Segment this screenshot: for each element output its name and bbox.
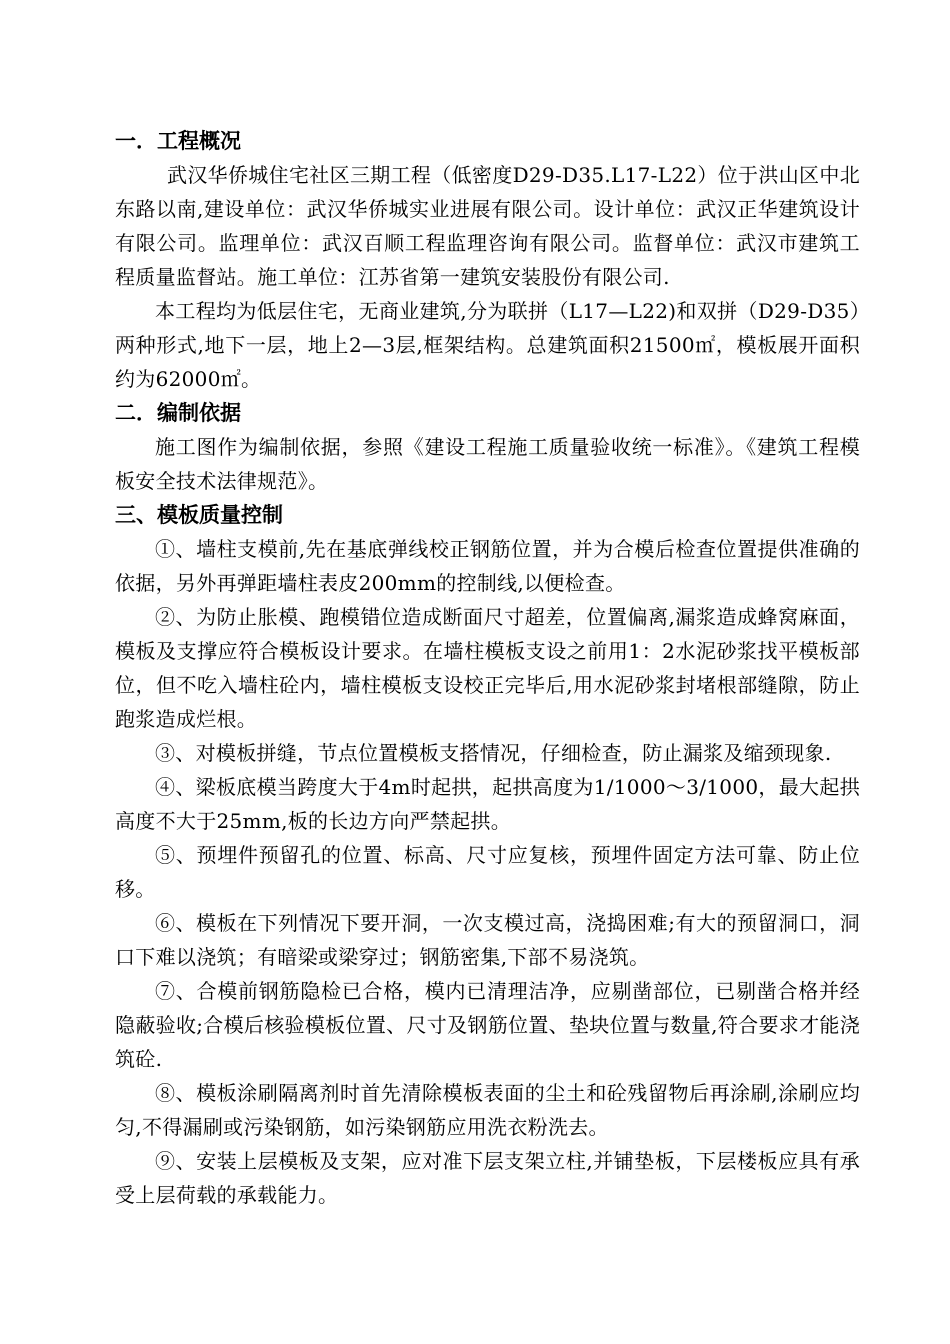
quality-item-7: ⑦、合模前钢筋隐检已合格，模内已清理洁净，应剔凿部位，已剔凿合格并经隐蔽验收;合模后核验模板位置、尺寸及钢筋位置、垫块位置与数量,符合要求才能浇筑砼. bbox=[115, 979, 860, 1071]
quality-item-4: ④、梁板底模当跨度大于4m时起拱，起拱高度为1/1000～3/1000，最大起拱高度不大于25mm,板的长边方向严禁起拱。 bbox=[115, 775, 860, 833]
quality-item-9: ⑨、安装上层模板及支架，应对准下层支架立柱,并铺垫板，下层楼板应具有承受上层荷载的承载能力。 bbox=[115, 1149, 860, 1207]
paragraph-project-info: 武汉华侨城住宅社区三期工程（低密度D29-D35.L17-L22）位于洪山区中北东路以南,建设单位：武汉华侨城实业进展有限公司。设计单位：武汉正华建筑设计有限公司。监理单位：武汉百顺工程监理咨询有限公司。监督单位：武汉市建筑工程质量监督站。施工单位：江苏省第一建筑安装股份有限公司. bbox=[115, 163, 860, 289]
quality-item-2: ②、为防止胀模、跑模错位造成断面尺寸超差，位置偏离,漏浆造成蜂窝麻面，模板及支撑应符合模板设计要求。在墙柱模板支设之前用1：2水泥砂浆找平模板部位，但不吃入墙柱砼内，墙柱模板支设校正完毕后,用水泥砂浆封堵根部缝隙，防止跑浆造成烂根。 bbox=[115, 605, 860, 731]
paragraph-building-scope: 本工程均为低层住宅，无商业建筑,分为联拼（L17—L22)和双拼（D29-D35）两种形式,地下一层，地上2—3层,框架结构。总建筑面积21500㎡，模板展开面积约为62000㎡。 bbox=[115, 299, 860, 391]
quality-item-3: ③、对模板拼缝，节点位置模板支搭情况，仔细检查，防止漏浆及缩颈现象. bbox=[155, 741, 832, 765]
section-heading-project-overview: 一．工程概况 bbox=[115, 129, 241, 153]
quality-item-1: ①、墙柱支模前,先在基底弹线校正钢筋位置，并为合模后检查位置提供准确的依据，另外再弹距墙柱表皮200mm的控制线,以便检查。 bbox=[115, 537, 860, 595]
section-heading-quality-control: 三、模板质量控制 bbox=[115, 503, 283, 527]
document-page bbox=[115, 124, 860, 1212]
quality-item-5: ⑤、预埋件预留孔的位置、标高、尺寸应复核，预埋件固定方法可靠、防止位移。 bbox=[115, 843, 860, 901]
quality-item-6: ⑥、模板在下列情况下要开洞，一次支模过高，浇捣困难;有大的预留洞口，洞口下难以浇筑；有暗梁或梁穿过；钢筋密集,下部不易浇筑。 bbox=[115, 911, 860, 969]
section-heading-basis: 二．编制依据 bbox=[115, 401, 241, 425]
quality-item-8: ⑧、模板涂刷隔离剂时首先清除模板表面的尘土和砼残留物后再涂刷,涂刷应均匀,不得漏刷或污染钢筋，如污染钢筋应用洗衣粉洗去。 bbox=[115, 1081, 860, 1139]
paragraph-basis: 施工图作为编制依据，参照《建设工程施工质量验收统一标准》。《建筑工程模板安全技术法律规范》。 bbox=[115, 435, 860, 493]
